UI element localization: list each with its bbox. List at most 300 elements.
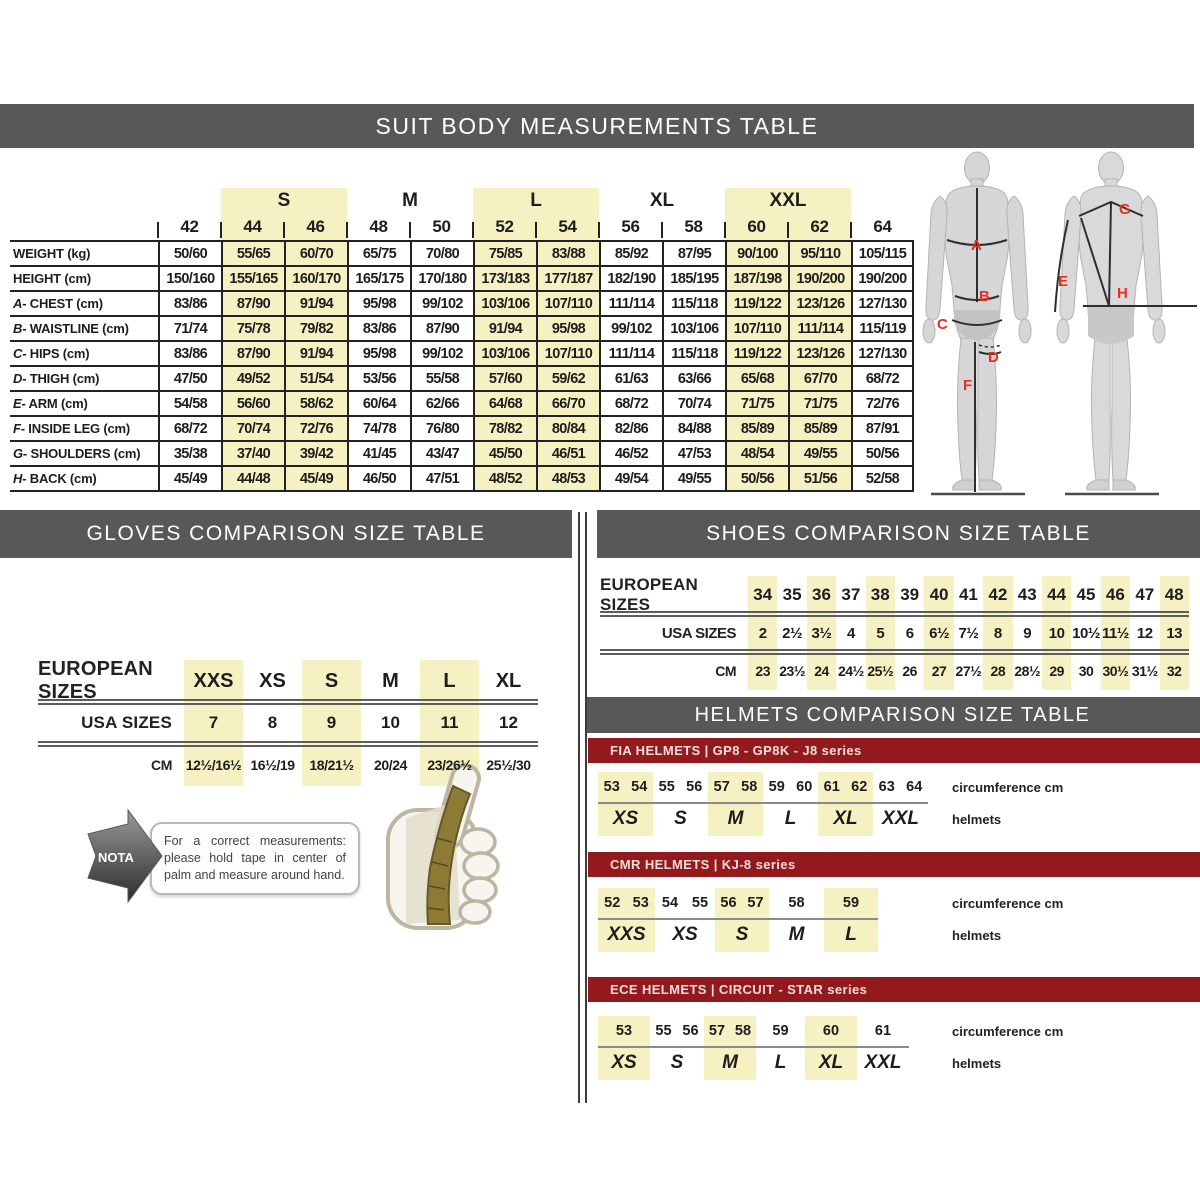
suit-value-cell: 60/70 — [284, 240, 347, 265]
shoes-table-title: SHOES COMPARISON SIZE TABLE — [706, 522, 1091, 545]
suit-value-cell: 170/180 — [410, 265, 473, 290]
suit-value-cell: 43/47 — [410, 440, 473, 465]
suit-value-cell: 37/40 — [221, 440, 284, 465]
suit-value-cell: 103/106 — [473, 340, 536, 365]
suit-value-cell: 48/54 — [725, 440, 788, 465]
shoes-cm-value: 28 — [990, 663, 1006, 679]
suit-value-cell: 67/70 — [788, 365, 851, 390]
shoes-cm-value: 24 — [814, 663, 829, 679]
suit-value-cell: 66/70 — [536, 390, 599, 415]
suit-value-cell: 55/58 — [410, 365, 473, 390]
helmet-size-group — [598, 888, 655, 952]
shoes-european-size: 34 — [753, 585, 773, 604]
suit-value-cell: 107/110 — [536, 290, 599, 315]
measurement-note-bubble — [150, 822, 360, 895]
shoes-cm-value: 27 — [931, 663, 947, 679]
suit-row-letter: E — [13, 396, 22, 411]
shoes-usa-size: 10½ — [1072, 624, 1100, 642]
helmet-circumference-values — [763, 772, 818, 802]
suit-value-cell: 111/114 — [599, 340, 662, 365]
suit-value-cell: 85/92 — [599, 240, 662, 265]
shoes-cm-value: 27½ — [955, 663, 982, 679]
shoes-european-size: 35 — [782, 585, 802, 604]
shoes-european-size: 38 — [870, 585, 890, 604]
suit-value-cell: 47/50 — [158, 365, 221, 390]
helmet-size-letter: S — [674, 808, 687, 829]
helmets-table-header-bar — [585, 697, 1200, 733]
suit-value-cell: 185/195 — [662, 265, 725, 290]
gloves-double-rule — [38, 699, 538, 705]
suit-value-cell: 90/100 — [725, 240, 788, 265]
shoes-usa-size: 2 — [758, 624, 767, 642]
gloves-table-title: GLOVES COMPARISON SIZE TABLE — [86, 522, 486, 545]
suit-value-cell: 127/130 — [851, 340, 914, 365]
helmet-section-bar-ece: ECE HELMETS | CIRCUIT - STAR series — [588, 977, 1200, 1002]
helmet-row-captions — [952, 888, 1063, 952]
helmet-caption-circumference: circumference cm — [952, 779, 1064, 795]
suit-value-cell: 55/65 — [221, 240, 284, 265]
back-shorts — [1088, 306, 1134, 344]
suit-value-cell: 99/102 — [410, 340, 473, 365]
suit-value-cell: 61/63 — [599, 365, 662, 390]
shoes-row-label: USA SIZES — [661, 624, 736, 642]
suit-value-cell: 127/130 — [851, 290, 914, 315]
suit-value-cell: 123/126 — [788, 340, 851, 365]
helmet-circumference-values — [704, 1016, 756, 1046]
back-left-arm — [1060, 196, 1081, 320]
suit-value-cell: 50/56 — [851, 440, 914, 465]
helmet-circumference-values — [653, 772, 708, 802]
helmet-circumference-cm: 53 — [632, 895, 649, 911]
shoes-european-size: 42 — [988, 585, 1008, 604]
helmet-size-letter: XS — [612, 808, 639, 829]
helmet-size-letter: XXL — [864, 1052, 902, 1073]
shoes-cm-value: 32 — [1166, 663, 1182, 679]
helmet-size-letter: XL — [833, 808, 858, 829]
shoes-european-size: 36 — [812, 585, 831, 604]
helmet-size-groups — [598, 1016, 909, 1080]
suit-value-cell: 123/126 — [788, 290, 851, 315]
mannequin-measurement-diagram — [905, 146, 1200, 511]
helmet-size-table-cmr — [598, 888, 1064, 952]
suit-value-cell: 60/64 — [347, 390, 410, 415]
suit-value-cell: 49/52 — [221, 365, 284, 390]
suit-value-cell: 115/118 — [662, 340, 725, 365]
helmet-circumference-values — [655, 888, 715, 918]
helmet-size-letter: XXL — [882, 808, 919, 829]
helmet-size-group — [650, 1016, 704, 1080]
suit-value-cell: 155/165 — [221, 265, 284, 290]
helmet-size-group — [763, 772, 818, 836]
helmet-size-table-fia — [598, 772, 1064, 836]
suit-value-cell: 59/62 — [536, 365, 599, 390]
helmet-circumference-cm: 53 — [615, 1023, 633, 1039]
suit-size-cell: 64 — [851, 214, 914, 240]
helmet-circumference-cm: 64 — [906, 779, 923, 795]
helmet-size-letter: S — [735, 924, 749, 945]
suit-value-cell: 76/80 — [410, 415, 473, 440]
suit-value-cell: 39/42 — [284, 440, 347, 465]
gloves-cm-value: 12½/16½ — [185, 757, 242, 773]
suit-value-cell: 160/170 — [284, 265, 347, 290]
suit-size-group-label: S — [221, 188, 347, 214]
helmet-size-letter: L — [784, 808, 797, 829]
shoes-european-size: 43 — [1017, 585, 1037, 604]
shoes-cm-value: 25½ — [867, 663, 894, 679]
shoes-usa-size: 9 — [1023, 624, 1032, 642]
suit-value-cell: 80/84 — [536, 415, 599, 440]
suit-value-cell: 119/122 — [725, 340, 788, 365]
helmet-size-group — [805, 1016, 857, 1080]
helmet-circumference-cm: 59 — [768, 779, 785, 795]
back-right-leg — [1112, 338, 1131, 480]
helmet-circumference-cm: 60 — [796, 779, 813, 795]
suit-value-cell: 91/94 — [284, 340, 347, 365]
suit-value-cell: 41/45 — [347, 440, 410, 465]
helmet-size-group — [857, 1016, 909, 1080]
shoes-double-rule — [600, 611, 1189, 617]
suit-value-cell: 78/82 — [473, 415, 536, 440]
suit-value-cell: 64/68 — [473, 390, 536, 415]
suit-row-label: A - CHEST (cm) — [10, 290, 158, 315]
shoes-comparison-table — [600, 575, 1189, 686]
helmet-circumference-cm: 61 — [874, 1023, 892, 1039]
shoes-european-size: 46 — [1105, 585, 1125, 604]
suit-value-cell: 119/122 — [725, 290, 788, 315]
helmet-circumference-values — [598, 1016, 650, 1046]
helmet-circumference-values — [650, 1016, 704, 1046]
gloves-double-rule — [38, 741, 538, 747]
suit-value-cell: 82/86 — [599, 415, 662, 440]
shoes-usa-size: 2½ — [782, 624, 803, 642]
helmet-circumference-cm: 63 — [878, 779, 895, 795]
helmet-circumference-cm: 57 — [713, 779, 730, 795]
suit-value-cell: 91/94 — [284, 290, 347, 315]
shoes-table-header-bar — [597, 510, 1200, 558]
gloves-row-label: CM — [151, 757, 172, 773]
helmet-circumference-cm: 61 — [823, 779, 840, 795]
suit-value-cell: 165/175 — [347, 265, 410, 290]
helmet-size-letter: M — [727, 808, 744, 829]
suit-value-cell: 71/74 — [158, 315, 221, 340]
suit-value-cell: 95/98 — [347, 290, 410, 315]
suit-row-label: F - INSIDE LEG (cm) — [10, 415, 158, 440]
helmet-circumference-values — [805, 1016, 857, 1046]
suit-value-cell: 51/56 — [788, 465, 851, 492]
helmet-circumference-values — [715, 888, 769, 918]
helmet-caption-circumference: circumference cm — [952, 895, 1064, 911]
suit-value-cell: 111/114 — [788, 315, 851, 340]
gloves-european-size: XL — [495, 669, 522, 692]
suit-body-measurements-table — [10, 188, 914, 492]
helmet-circumference-cm: 55 — [691, 895, 709, 911]
suit-value-cell: 68/72 — [851, 365, 914, 390]
suit-size-cell: 42 — [158, 214, 221, 240]
helmet-circumference-cm: 55 — [658, 779, 675, 795]
suit-value-cell: 115/118 — [662, 290, 725, 315]
suit-value-cell: 182/190 — [599, 265, 662, 290]
helmet-row-captions — [952, 1016, 1063, 1080]
suit-value-cell: 87/90 — [410, 315, 473, 340]
suit-value-cell: 65/68 — [725, 365, 788, 390]
shoes-usa-size: 5 — [876, 624, 885, 642]
helmet-caption-circumference: circumference cm — [952, 1023, 1064, 1039]
suit-row-letter: H — [13, 471, 23, 486]
shoes-european-size: 45 — [1076, 585, 1096, 604]
helmet-size-groups — [598, 888, 878, 952]
back-left-leg — [1091, 338, 1110, 480]
suit-size-cell: 44 — [221, 214, 284, 240]
suit-value-cell: 63/66 — [662, 365, 725, 390]
measurement-letter-H: H — [1117, 285, 1128, 302]
suit-sizes-row-spacer — [10, 214, 158, 240]
suit-value-cell: 50/56 — [725, 465, 788, 492]
suit-row-letter: B — [13, 321, 23, 336]
suit-row-label: B - WAISTLINE (cm) — [10, 315, 158, 340]
suit-value-cell: 105/115 — [851, 240, 914, 265]
gloves-cm-value: 25½/30 — [486, 757, 531, 773]
suit-row-letter: C — [13, 346, 23, 361]
suit-row-letter: G — [13, 446, 23, 461]
gloves-european-size: XXS — [193, 669, 234, 692]
suit-value-cell: 103/106 — [662, 315, 725, 340]
helmet-row-captions — [952, 772, 1063, 836]
measurement-letter-G: G — [1119, 201, 1131, 218]
helmet-circumference-values — [708, 772, 763, 802]
suit-size-cell: 46 — [284, 214, 347, 240]
suit-value-cell: 187/198 — [725, 265, 788, 290]
suit-value-cell: 107/110 — [536, 340, 599, 365]
helmet-circumference-values — [598, 772, 653, 802]
shoes-european-size: 48 — [1164, 585, 1184, 604]
suit-value-cell: 45/50 — [473, 440, 536, 465]
suit-size-cell: 48 — [347, 214, 410, 240]
helmet-circumference-cm: 53 — [603, 779, 620, 795]
helmet-size-group — [715, 888, 769, 952]
suit-size-group-label — [158, 188, 221, 214]
shoes-row-label: CM — [715, 663, 736, 679]
suit-value-cell: 70/80 — [410, 240, 473, 265]
helmet-caption-helmets: helmets — [952, 927, 1002, 943]
suit-value-cell: 68/72 — [599, 390, 662, 415]
helmet-size-group — [704, 1016, 756, 1080]
suit-value-cell: 150/160 — [158, 265, 221, 290]
helmet-size-letter: XXS — [607, 924, 646, 945]
shoes-european-size: 39 — [900, 585, 920, 604]
suit-value-cell: 70/74 — [221, 415, 284, 440]
helmet-size-letter: XS — [611, 1052, 637, 1073]
suit-value-cell: 70/74 — [662, 390, 725, 415]
shoes-usa-size: 6 — [905, 624, 914, 642]
helmet-size-group — [598, 1016, 650, 1080]
measurement-note-text: For a correct measurements: please hold tape in center of palm and measure around hand. — [164, 834, 346, 882]
suit-value-cell: 75/78 — [221, 315, 284, 340]
suit-value-cell: 35/38 — [158, 440, 221, 465]
suit-value-cell: 44/48 — [221, 465, 284, 492]
suit-value-cell: 87/95 — [662, 240, 725, 265]
suit-value-cell: 62/66 — [410, 390, 473, 415]
suit-row-label: G - SHOULDERS (cm) — [10, 440, 158, 465]
helmet-circumference-cm: 59 — [842, 895, 860, 911]
helmet-size-groups — [598, 772, 928, 836]
gloves-usa-size: 7 — [208, 713, 219, 732]
suit-value-cell: 58/62 — [284, 390, 347, 415]
shoes-usa-size: 3½ — [811, 624, 832, 642]
gloves-european-size: L — [443, 669, 456, 692]
helmet-section-bar-fia: FIA HELMETS | GP8 - GP8K - J8 series — [588, 738, 1200, 763]
helmet-circumference-values — [769, 888, 824, 918]
mannequin-back-figure — [1055, 152, 1197, 494]
shoes-usa-size: 12 — [1136, 624, 1153, 642]
helmet-circumference-values — [857, 1016, 909, 1046]
suit-value-cell: 46/51 — [536, 440, 599, 465]
helmet-size-group — [708, 772, 763, 836]
helmet-circumference-cm: 58 — [788, 895, 805, 911]
suit-value-cell: 48/53 — [536, 465, 599, 492]
front-right-arm — [1007, 196, 1028, 320]
nota-label: NOTA — [98, 850, 134, 865]
suit-value-cell: 57/60 — [473, 365, 536, 390]
suit-value-cell: 46/52 — [599, 440, 662, 465]
shoes-cm-value: 31½ — [1131, 663, 1158, 679]
helmet-size-group — [653, 772, 708, 836]
suit-size-cell: 52 — [473, 214, 536, 240]
helmet-size-letter: XS — [672, 924, 698, 945]
suit-value-cell: 107/110 — [725, 315, 788, 340]
suit-size-group-label: M — [402, 190, 418, 211]
helmet-circumference-cm: 62 — [851, 779, 868, 795]
shoes-european-size: 47 — [1135, 585, 1155, 604]
gloves-cm-value: 16½/19 — [250, 757, 295, 773]
gloves-usa-size: 8 — [267, 713, 278, 732]
gloves-comparison-table — [38, 658, 538, 782]
gloves-usa-size: 10 — [381, 713, 400, 732]
shoes-usa-size: 4 — [846, 624, 855, 642]
helmet-circumference-values — [873, 772, 928, 802]
suit-value-cell: 177/187 — [536, 265, 599, 290]
suit-row-letter: D — [13, 371, 23, 386]
suit-value-cell: 72/76 — [851, 390, 914, 415]
suit-value-cell: 95/98 — [536, 315, 599, 340]
shoes-cm-value: 24½ — [837, 663, 864, 679]
suit-size-group-label: XL — [649, 190, 675, 211]
suit-value-cell: 190/200 — [851, 265, 914, 290]
suit-value-cell: 47/51 — [410, 465, 473, 492]
helmet-caption-helmets: helmets — [952, 1055, 1002, 1071]
mannequin-front-figure — [923, 152, 1031, 494]
shoes-european-size: 37 — [841, 585, 861, 604]
suit-value-cell: 45/49 — [158, 465, 221, 492]
suit-value-cell: 72/76 — [284, 415, 347, 440]
helmet-size-group — [655, 888, 715, 952]
gloves-cm-value: 20/24 — [373, 757, 408, 773]
suit-value-cell: 50/60 — [158, 240, 221, 265]
suit-value-cell: 190/200 — [788, 265, 851, 290]
measurement-letter-E: E — [1058, 273, 1069, 290]
gloves-table-header-bar — [0, 510, 572, 558]
suit-value-cell: 51/54 — [284, 365, 347, 390]
suit-value-cell: 87/91 — [851, 415, 914, 440]
gloves-usa-size: 11 — [440, 713, 459, 732]
gloves-row-label: EUROPEAN SIZES — [38, 658, 153, 703]
helmet-circumference-cm: 56 — [682, 1023, 699, 1039]
shoes-double-rule — [600, 649, 1189, 655]
shoes-row-label: EUROPEAN SIZES — [600, 575, 698, 614]
measurement-letter-F: F — [963, 377, 973, 394]
helmet-circumference-values — [756, 1016, 805, 1046]
front-left-arm — [926, 196, 947, 320]
helmet-size-letter: L — [774, 1052, 787, 1073]
suit-value-cell: 173/183 — [473, 265, 536, 290]
helmet-size-group — [756, 1016, 805, 1080]
suit-value-cell: 71/75 — [788, 390, 851, 415]
shoes-european-size: 40 — [929, 585, 949, 604]
suit-value-cell: 115/119 — [851, 315, 914, 340]
shoes-cm-value: 23½ — [779, 663, 805, 679]
helmets-table-title: HELMETS COMPARISON SIZE TABLE — [694, 703, 1091, 726]
front-left-leg — [957, 338, 976, 480]
section-divider-line-inner — [585, 512, 587, 1103]
suit-row-label: HEIGHT (cm) — [10, 265, 158, 290]
shoes-usa-size: 13 — [1166, 624, 1182, 642]
shoes-cm-value: 30½ — [1102, 663, 1129, 679]
suit-value-cell: 111/114 — [599, 290, 662, 315]
suit-value-cell: 52/58 — [851, 465, 914, 492]
helmet-circumference-cm: 60 — [822, 1023, 840, 1039]
helmet-circumference-cm: 58 — [741, 779, 758, 795]
suit-value-cell: 95/98 — [347, 340, 410, 365]
helmet-circumference-cm: 56 — [720, 895, 737, 911]
shoes-usa-size: 10 — [1048, 624, 1065, 642]
suit-value-cell: 49/55 — [788, 440, 851, 465]
suit-value-cell: 91/94 — [473, 315, 536, 340]
suit-value-cell: 99/102 — [410, 290, 473, 315]
shoes-cm-value: 29 — [1049, 663, 1064, 679]
suit-value-cell: 68/72 — [158, 415, 221, 440]
helmet-size-table-ece — [598, 1016, 1064, 1080]
suit-value-cell: 83/86 — [158, 290, 221, 315]
suit-value-cell: 85/89 — [788, 415, 851, 440]
helmet-circumference-cm: 54 — [661, 895, 679, 911]
helmet-circumference-cm: 54 — [631, 779, 648, 795]
shoes-cm-value: 28½ — [1014, 663, 1041, 679]
suit-size-cell: 50 — [410, 214, 473, 240]
thumbs-up-hand-with-tape-illustration — [356, 758, 516, 958]
helmet-size-letter: XL — [818, 1052, 844, 1073]
gloves-row-label: USA SIZES — [81, 713, 172, 732]
measurement-letter-A: A — [971, 237, 982, 254]
suit-value-cell: 56/60 — [221, 390, 284, 415]
shoes-cm-value: 30 — [1078, 663, 1094, 679]
suit-row-label: H - BACK (cm) — [10, 465, 158, 492]
helmet-size-group — [818, 772, 873, 836]
suit-value-cell: 99/102 — [599, 315, 662, 340]
suit-row-letter: F — [13, 421, 21, 436]
gloves-european-size: XS — [259, 669, 286, 692]
section-divider-line-outer — [578, 512, 580, 1103]
helmet-circumference-cm: 59 — [772, 1023, 789, 1039]
helmet-size-letter: M — [788, 924, 805, 945]
nota-arrow — [86, 806, 166, 906]
suit-row-label: E - ARM (cm) — [10, 390, 158, 415]
shoes-cm-value: 23 — [755, 663, 770, 679]
helmet-circumference-cm: 56 — [686, 779, 703, 795]
suit-value-cell: 87/90 — [221, 290, 284, 315]
helmet-circumference-values — [824, 888, 878, 918]
suit-value-cell: 74/78 — [347, 415, 410, 440]
suit-value-cell: 49/54 — [599, 465, 662, 492]
helmet-size-letter: L — [845, 924, 857, 945]
